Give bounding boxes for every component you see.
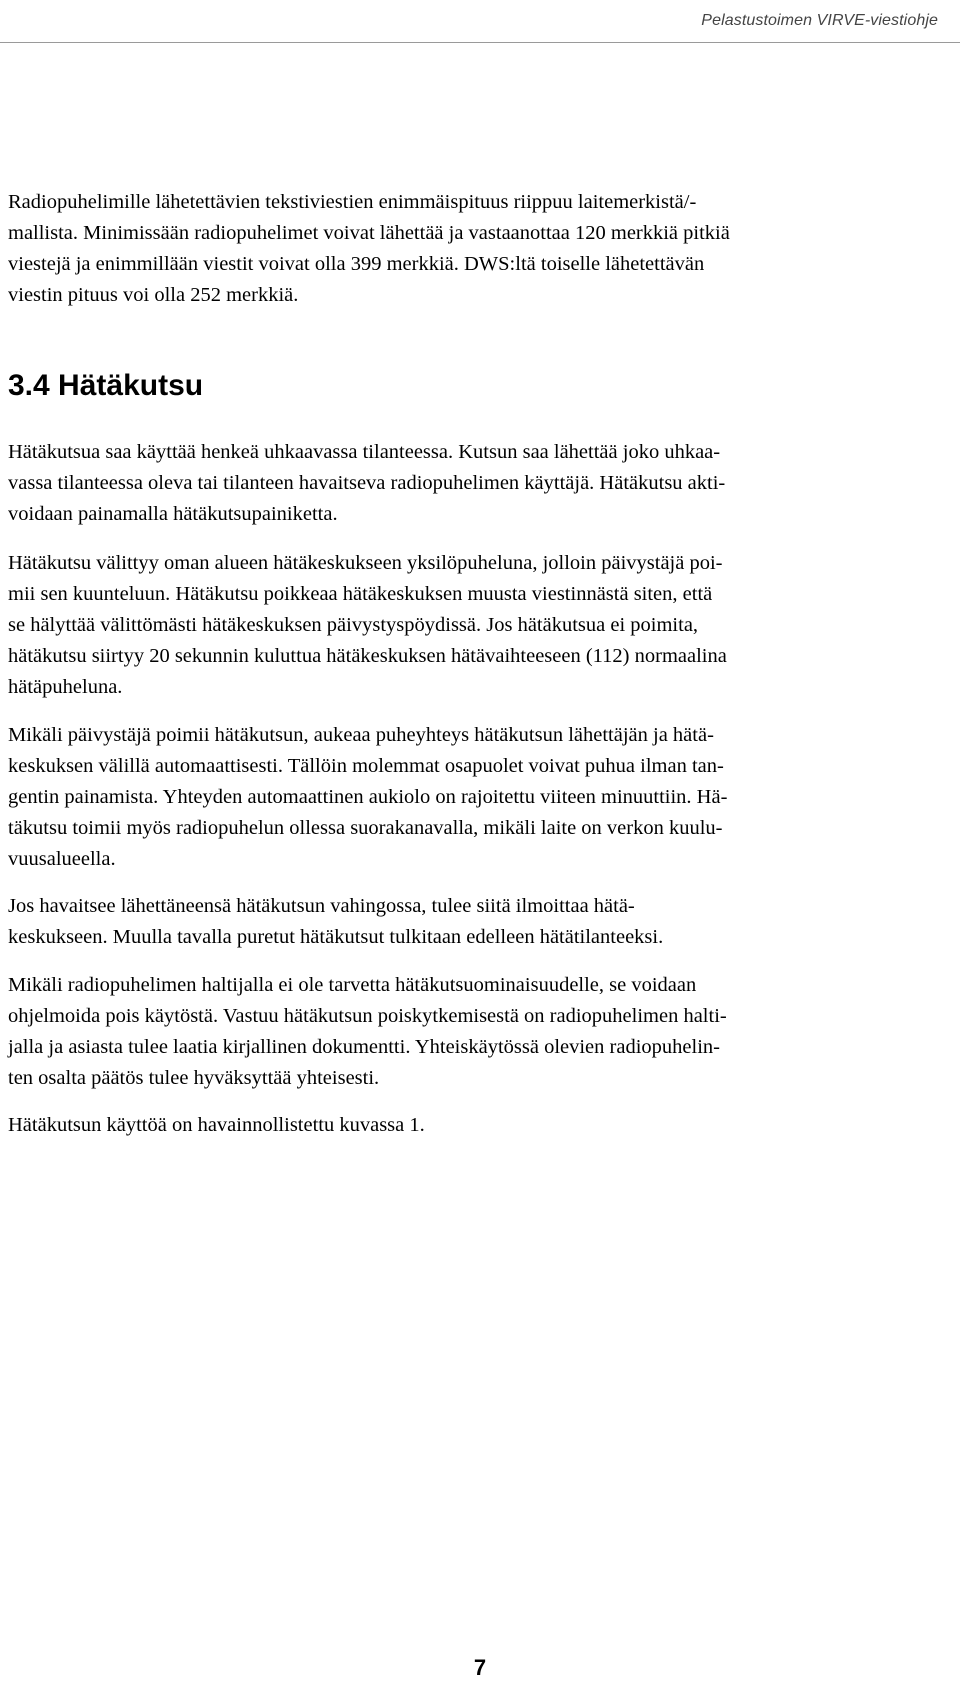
- page-number: 7: [473, 1655, 487, 1680]
- header-divider: [0, 42, 960, 43]
- section-heading: 3.4 Hätäkutsu: [8, 369, 204, 402]
- paragraph-1: Hätäkutsua saa käyttää henkeä uhkaavassa tilanteessa. Kutsun saa lähettää joko uhkaa- vassa tilanteessa oleva tai tilanteen havaitseva radiopuhelimen käyttäjä. Hätäkutsu akti- voidaan painamalla hätäkutsupainiketta.: [8, 441, 726, 525]
- paragraph-2: Hätäkutsu välittyy oman alueen hätäkeskukseen yksilöpuheluna, jolloin päivystäjä poi- mii sen kuunteluun. Hätäkutsu poikkeaa hätäkeskuksen muusta viestinnästä siten, että se hälyttää välittömästi hätäkeskuksen päivystyspöydissä. Jos hätäkutsua ei poimita, hätäkutsu siirtyy 20 sekunnin kuluttua hätäkeskuksen hätävaihteeseen (112) normaalina hätäpuheluna.: [8, 552, 727, 698]
- intro-paragraph: Radiopuhelimille lähetettävien tekstiviestien enimmäispituus riippuu laitemerkistä/- mallista. Minimissään radiopuhelimet voivat lähettää ja vastaanottaa 120 merkkiä pitkiä viestejä ja enimmillään viestit voivat olla 399 merkkiä. DWS:ltä toiselle lähetettävän viestin pituus voi olla 252 merkkiä.: [8, 191, 730, 306]
- paragraph-4: Jos havaitsee lähettäneensä hätäkutsun vahingossa, tulee siitä ilmoittaa hätä- keskukseen. Muulla tavalla puretut hätäkutsut tulkitaan edelleen hätätilanteeksi.: [8, 895, 664, 948]
- paragraph-3: Mikäli päivystäjä poimii hätäkutsun, aukeaa puheyhteys hätäkutsun lähettäjän ja hätä- keskuksen välillä automaattisesti. Tällöin molemmat osapuolet voivat puhua ilman tan- gentin painamista. Yhteyden automaattinen aukiolo on rajoitettu viiteen minuuttiin. Hä- täkutsu toimii myös radiopuhelun ollessa suorakanavalla, mikäli laite on verkon kuulu- vuusalueella.: [8, 724, 728, 870]
- paragraph-6: Hätäkutsun käyttöä on havainnollistettu kuvassa 1.: [8, 1114, 425, 1136]
- paragraph-5: Mikäli radiopuhelimen haltijalla ei ole tarvetta hätäkutsuominaisuudelle, se voidaan ohjelmoida pois käytöstä. Vastuu hätäkutsun poiskytkemisestä on radiopuhelimen halti- jalla ja asiasta tulee laatia kirjallinen dokumentti. Yhteiskäytössä olevien radiopuhelin- ten osalta päätös tulee hyväksyttää yhteisesti.: [8, 974, 727, 1089]
- running-header-title: Pelastustoimen VIRVE-viestiohje: [701, 12, 938, 29]
